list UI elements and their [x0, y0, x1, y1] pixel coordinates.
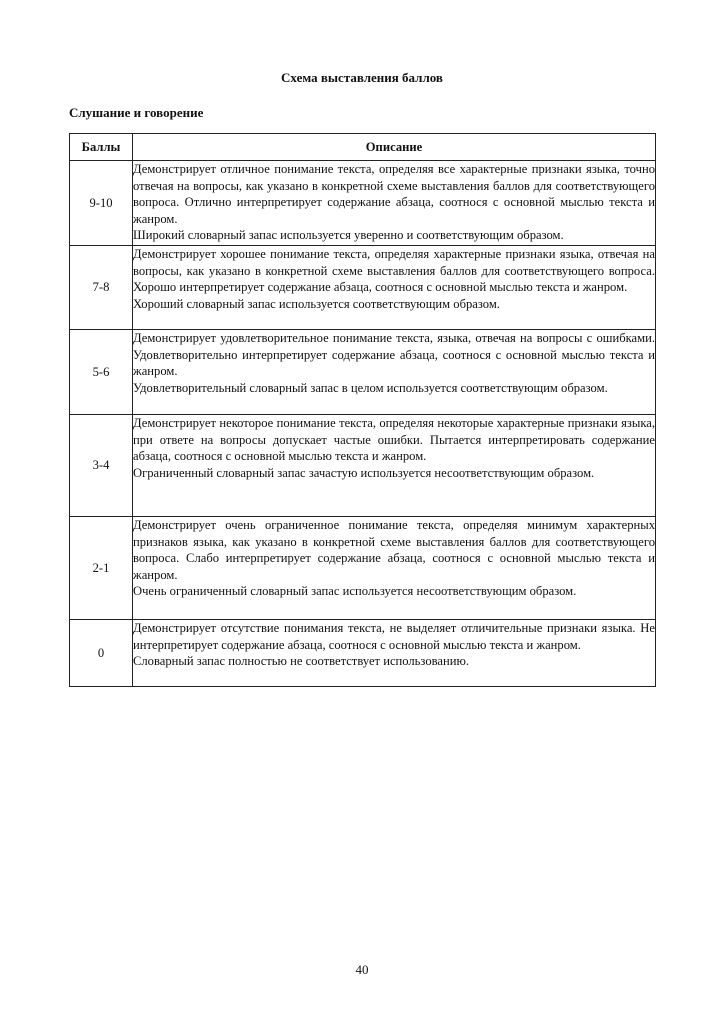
- document-title: Схема выставления баллов: [281, 70, 443, 85]
- row-score: 5-6: [70, 330, 133, 415]
- table-row: [70, 517, 656, 620]
- description-paragraph: Демонстрирует некоторое понимание текста, определяя некоторые характерные признаки языка, при ответе на вопросы допускает частые ошибки. Пытается интерпретировать содержание абзаца, соотнося с основной мыслью текста и жанром.: [133, 416, 655, 463]
- description-paragraph: Демонстрирует отсутствие понимания текста, не выделяет отличительные признаки языка. Не интерпретирует содержание абзаца, соотнося с основной мыслью текста и жанром.: [133, 621, 655, 652]
- header-description: Описание: [133, 134, 656, 161]
- description-paragraph: Демонстрирует удовлетворительное понимание текста, языка, отвечая на вопросы с ошибками. Удовлетворительно интерпретирует содержание абзаца, соотнося с основной мыслью текста и жанром.: [133, 331, 655, 378]
- description-paragraph: Демонстрирует хорошее понимание текста, определяя характерные признаки языка, отвечая на вопросы, как указано в конкретной схеме выставления баллов для соответствующего вопроса. Хорошо интерпретирует содержание абзаца, соотнося с основной мыслью текста и жанром.: [133, 247, 655, 294]
- table-row: [70, 330, 656, 415]
- description-paragraph: Широкий словарный запас используется уверенно и соответствующим образом.: [133, 228, 564, 242]
- table-header-row: [70, 134, 656, 161]
- row-description: [133, 330, 656, 415]
- description-paragraph: Словарный запас полностью не соответствует использованию.: [133, 654, 470, 668]
- row-score: 2-1: [70, 517, 133, 620]
- table-row: [70, 246, 656, 330]
- table-row: [70, 620, 656, 687]
- header-score: Баллы: [70, 134, 133, 161]
- row-description: [133, 620, 656, 687]
- page-number: 40: [355, 962, 369, 977]
- row-description: [133, 246, 656, 330]
- description-paragraph: Хороший словарный запас используется соответствующим образом.: [133, 296, 500, 311]
- row-score: 7-8: [70, 246, 133, 330]
- description-paragraph: Ограниченный словарный запас зачастую используется несоответствующим образом.: [133, 465, 595, 480]
- table-row: [70, 161, 656, 246]
- description-paragraph: Очень ограниченный словарный запас используется несоответствующим образом.: [133, 584, 577, 598]
- row-score: 9-10: [70, 161, 133, 246]
- row-score: 0: [70, 620, 133, 687]
- description-paragraph: Демонстрирует очень ограниченное понимание текста, определяя минимум характерных признаков языка, как указано в конкретной схеме выставления баллов для соответствующего вопроса. Слабо интерпретирует содержание абзаца, соотнося с основной мыслью текста и жанром.: [133, 518, 655, 582]
- description-paragraph: Удовлетворительный словарный запас в целом используется соответствующим образом.: [133, 380, 608, 395]
- section-title: Слушание и говорение: [69, 105, 204, 120]
- row-description: [133, 415, 656, 517]
- scoring-table: [69, 133, 656, 687]
- row-description: [133, 517, 656, 620]
- row-score: 3-4: [70, 415, 133, 517]
- table-row: [70, 415, 656, 517]
- description-paragraph: Демонстрирует отличное понимание текста, определяя все характерные признаки языка, точно отвечая на вопросы, как указано в конкретной схеме выставления баллов для соответствующего вопроса. Отлично интерпретирует содержание абзаца, соотнося с основной мыслью текста и жанром.: [133, 162, 655, 226]
- row-description: [133, 161, 656, 246]
